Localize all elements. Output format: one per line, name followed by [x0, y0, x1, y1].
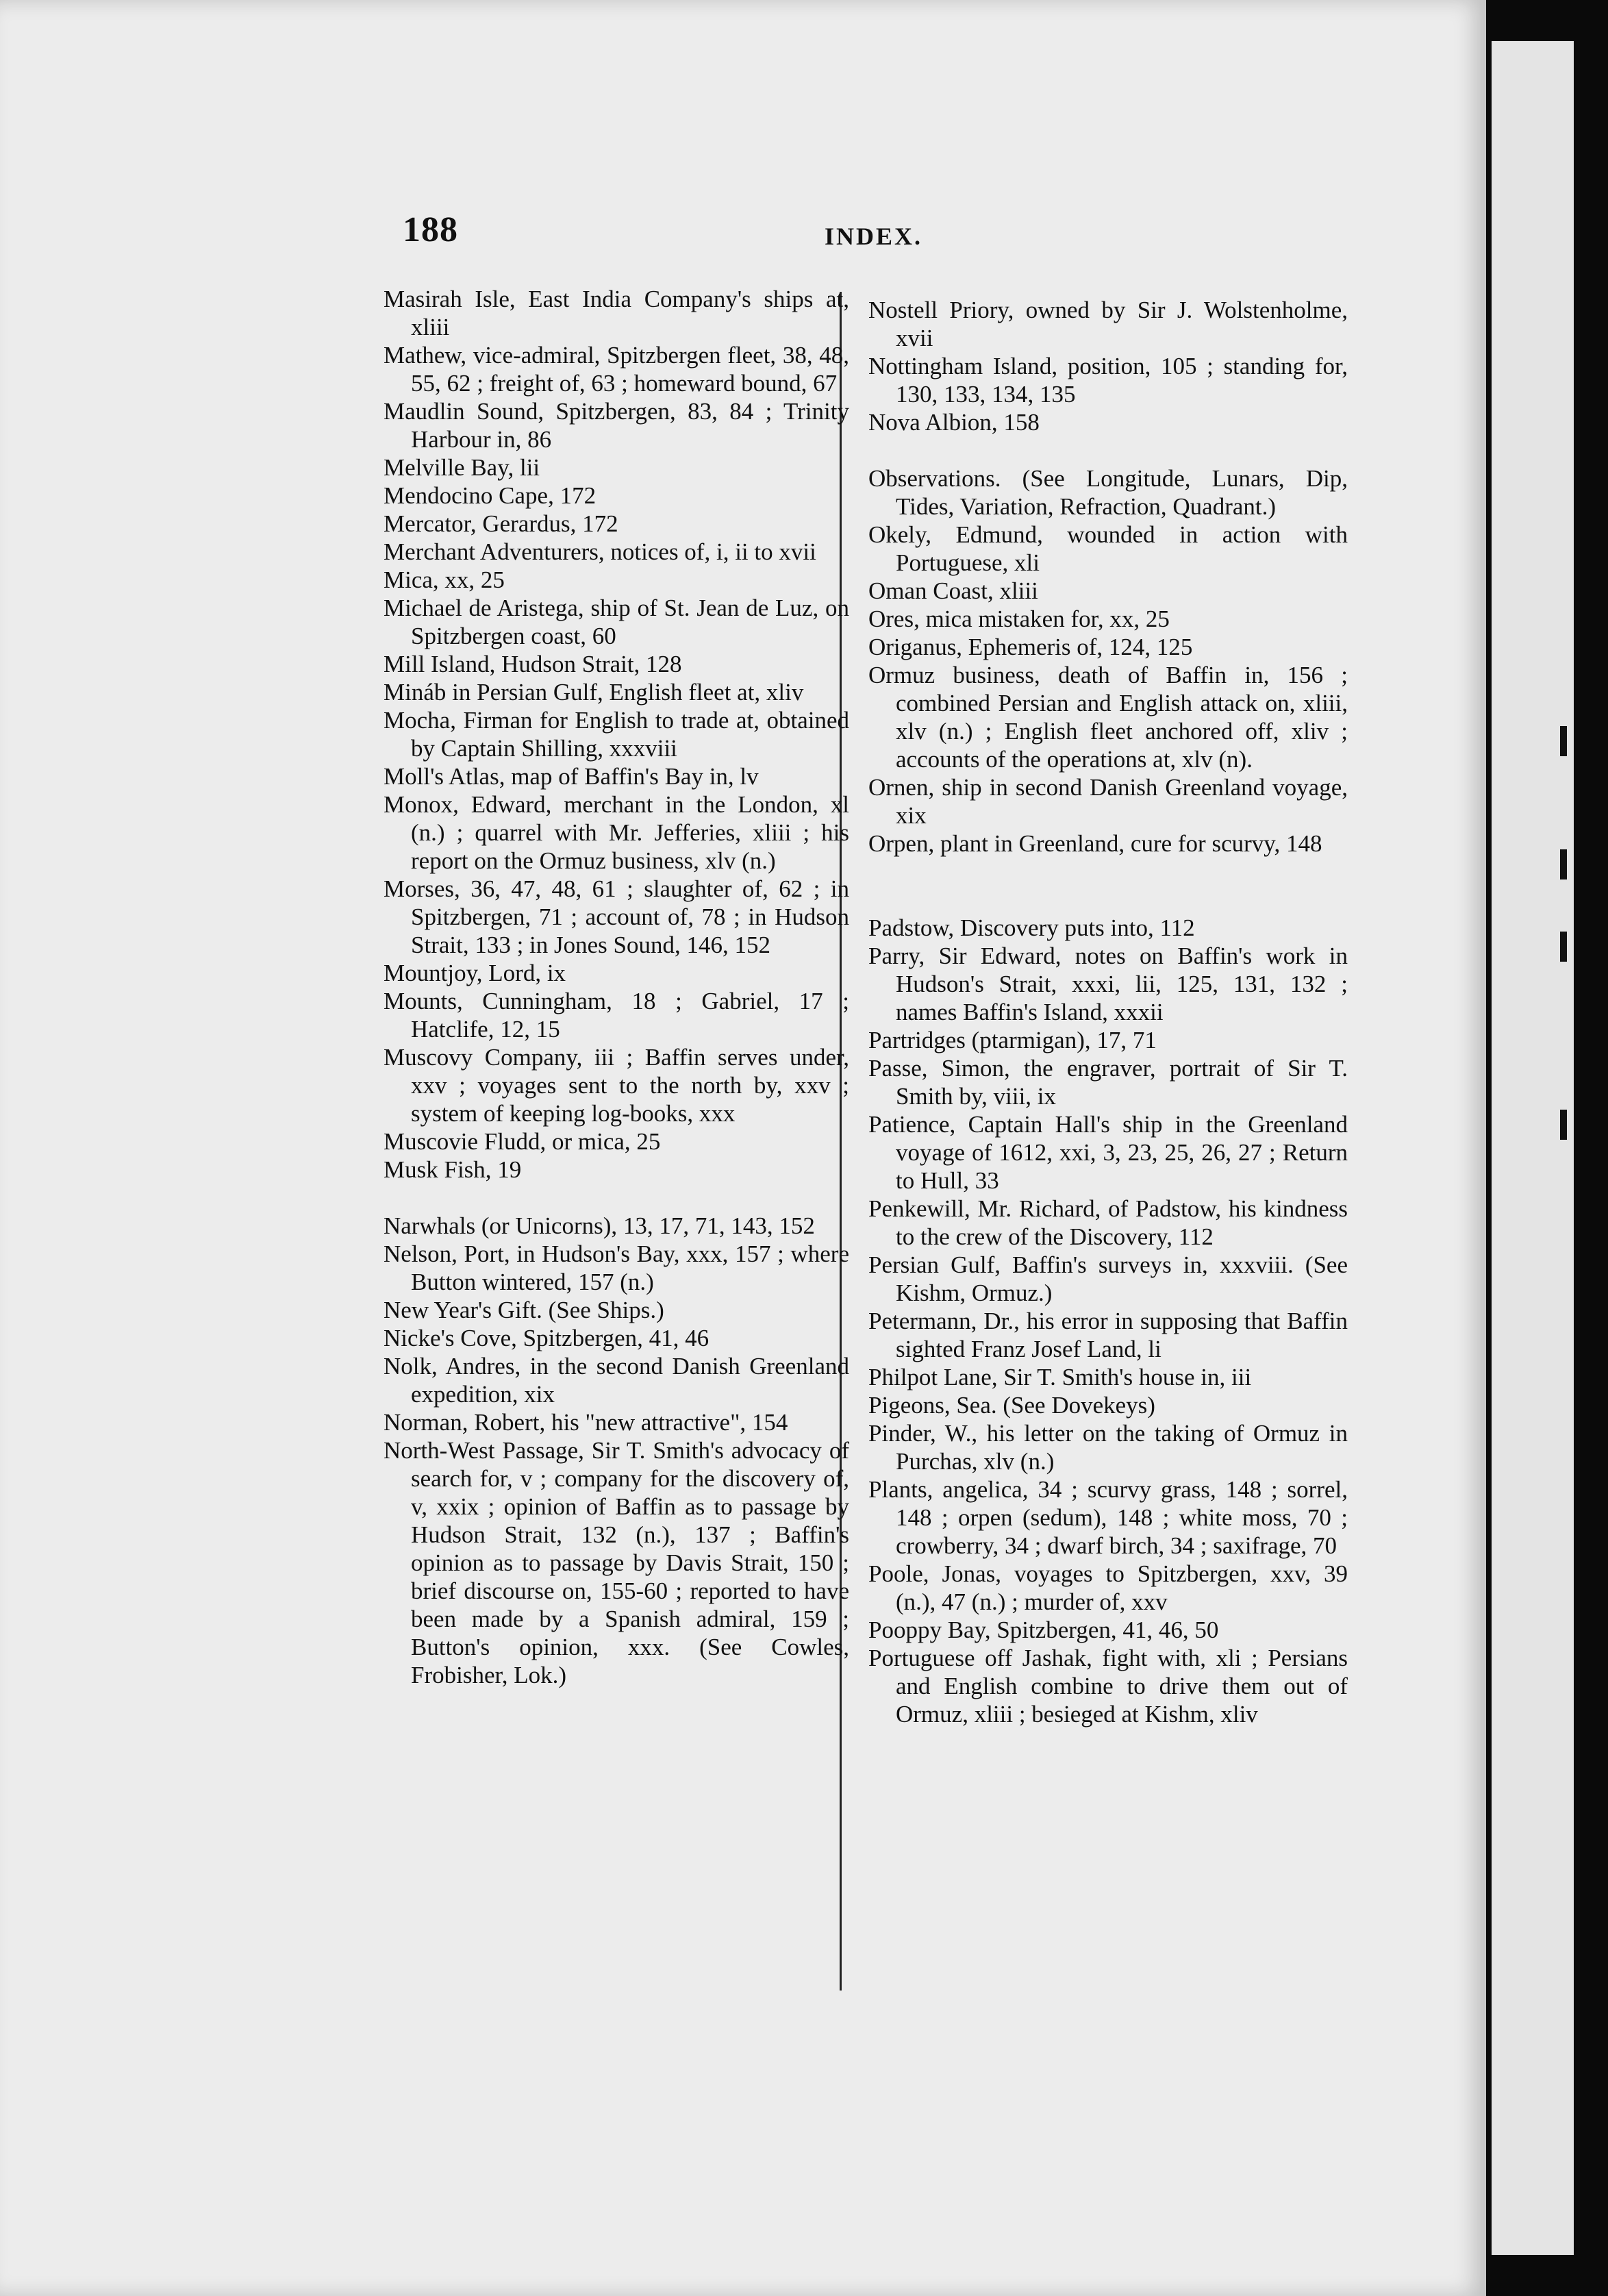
index-entry: Nicke's Cove, Spitzbergen, 41, 46 — [384, 1325, 709, 1351]
index-entry: Nolk, Andres, in the second Danish Greenland expedition, xix — [384, 1353, 849, 1408]
index-entry: Petermann, Dr., his error in supposing that Baffin sighted Franz Josef Land, li — [868, 1308, 1348, 1362]
index-entry: Mendocino Cape, 172 — [384, 482, 596, 509]
index-entry: Portuguese off Jashak, fight with, xli ; Persians and English combine to drive them out of Ormuz, xliii ; besieged at Kishm, xliv — [868, 1645, 1348, 1727]
index-entry: Mill Island, Hudson Strait, 128 — [384, 651, 682, 677]
index-entry: Nova Albion, 158 — [868, 409, 1040, 436]
entry-gap — [868, 886, 1348, 914]
index-entry: Pigeons, Sea. (See Dovekeys) — [868, 1392, 1155, 1419]
index-entry: Mercator, Gerardus, 172 — [384, 510, 618, 537]
index-entry: Maudlin Sound, Spitzbergen, 83, 84 ; Trinity Harbour in, 86 — [384, 398, 849, 453]
index-entry: New Year's Gift. (See Ships.) — [384, 1297, 664, 1323]
index-entry: North-West Passage, Sir T. Smith's advocacy of search for, v ; company for the discovery of, v, xxix ; opinion of Baffin as to passage by Hudson Strait, 132 (n.), 137 ; Baffin's opinion as to passage by Davis Strait, 150 ; brief discourse on, 155-60 ; reported to have been made by a Spanish admiral, 159 ; Button's opinion, xxx. (See Cowles, Frobisher, Lok.) — [384, 1437, 849, 1688]
index-entry: Ores, mica mistaken for, xx, 25 — [868, 606, 1170, 632]
index-entry: Padstow, Discovery puts into, 112 — [868, 914, 1195, 941]
running-head: INDEX. — [825, 223, 923, 250]
facing-page-edge — [1492, 41, 1574, 2255]
index-entry: Musk Fish, 19 — [384, 1156, 522, 1183]
index-entry: Oman Coast, xliii — [868, 577, 1038, 604]
index-entry: Norman, Robert, his "new attractive", 154 — [384, 1409, 788, 1436]
index-entry: Masirah Isle, East India Company's ships at, xliii — [384, 286, 849, 340]
index-entry: Patience, Captain Hall's ship in the Greenland voyage of 1612, xxi, 3, 23, 25, 26, 27 ; Return to Hull, 33 — [868, 1111, 1348, 1194]
facing-page-mark — [1560, 1110, 1567, 1140]
index-entry: Pinder, W., his letter on the taking of Ormuz in Purchas, xlv (n.) — [868, 1420, 1348, 1475]
index-entry: Partridges (ptarmigan), 17, 71 — [868, 1027, 1157, 1053]
index-entry: Philpot Lane, Sir T. Smith's house in, iii — [868, 1364, 1252, 1390]
index-entry: Poole, Jonas, voyages to Spitzbergen, xxv, 39 (n.), 47 (n.) ; murder of, xxv — [868, 1560, 1348, 1615]
index-entry: Monox, Edward, merchant in the London, xl (n.) ; quarrel with Mr. Jefferies, xliii ; his report on the Ormuz business, xlv (n.) — [384, 791, 849, 874]
facing-page-mark — [1560, 849, 1567, 879]
entry-gap — [868, 436, 1348, 464]
index-entry: Mica, xx, 25 — [384, 566, 505, 593]
index-entry: Origanus, Ephemeris of, 124, 125 — [868, 634, 1193, 660]
index-entry: Mathew, vice-admiral, Spitzbergen fleet, 38, 48, 55, 62 ; freight of, 63 ; homeward bound, 67 — [384, 342, 849, 397]
index-entry: Parry, Sir Edward, notes on Baffin's work in Hudson's Strait, xxxi, lii, 125, 131, 132 ; names Baffin's Island, xxxii — [868, 943, 1348, 1025]
facing-page-mark — [1560, 932, 1567, 962]
index-entry: Nostell Priory, owned by Sir J. Wolstenholme, xvii — [868, 297, 1348, 351]
entry-gap — [384, 1184, 849, 1212]
page-number: 188 — [403, 210, 458, 249]
facing-page-mark — [1560, 726, 1567, 756]
index-entry: Muscovy Company, iii ; Baffin serves under, xxv ; voyages sent to the north by, xxv ; system of keeping log-books, xxx — [384, 1044, 849, 1127]
index-entry: Moll's Atlas, map of Baffin's Bay in, lv — [384, 763, 759, 790]
index-entry: Orpen, plant in Greenland, cure for scurvy, 148 — [868, 830, 1322, 857]
index-entry: Mounts, Cunningham, 18 ; Gabriel, 17 ; Hatclife, 12, 15 — [384, 988, 849, 1043]
index-entry: Plants, angelica, 34 ; scurvy grass, 148 ; sorrel, 148 ; orpen (sedum), 148 ; white moss, 70 ; crowberry, 34 ; dwarf birch, 34 ; saxifrage, 70 — [868, 1476, 1348, 1559]
index-entry: Mountjoy, Lord, ix — [384, 960, 566, 986]
index-entry: Muscovie Fludd, or mica, 25 — [384, 1128, 661, 1155]
index-entry: Observations. (See Longitude, Lunars, Dip, Tides, Variation, Refraction, Quadrant.) — [868, 465, 1348, 520]
index-entry: Mocha, Firman for English to trade at, obtained by Captain Shilling, xxxviii — [384, 707, 849, 762]
index-entry: Persian Gulf, Baffin's surveys in, xxxviii. (See Kishm, Ormuz.) — [868, 1251, 1348, 1306]
entry-gap — [868, 858, 1348, 886]
index-entry: Pooppy Bay, Spitzbergen, 41, 46, 50 — [868, 1617, 1219, 1643]
index-entry: Merchant Adventurers, notices of, i, ii to xvii — [384, 538, 816, 565]
index-column-left — [384, 285, 849, 1689]
index-entry: Ornen, ship in second Danish Greenland voyage, xix — [868, 774, 1348, 829]
index-entry: Mináb in Persian Gulf, English fleet at, xliv — [384, 679, 804, 706]
index-entry: Penkewill, Mr. Richard, of Padstow, his kindness to the crew of the Discovery, 112 — [868, 1195, 1348, 1250]
index-entry: Okely, Edmund, wounded in action with Portuguese, xli — [868, 521, 1348, 576]
index-entry: Nelson, Port, in Hudson's Bay, xxx, 157 ; where Button wintered, 157 (n.) — [384, 1240, 849, 1295]
index-column-right — [868, 296, 1348, 1728]
index-entry: Nottingham Island, position, 105 ; standing for, 130, 133, 134, 135 — [868, 353, 1348, 408]
index-entry: Ormuz business, death of Baffin in, 156 ; combined Persian and English attack on, xliii, xlv (n.) ; English fleet anchored off, xliv ; accounts of the operations at, xlv (n). — [868, 662, 1348, 773]
index-entry: Morses, 36, 47, 48, 61 ; slaughter of, 62 ; in Spitzbergen, 71 ; account of, 78 ; in Hudson Strait, 133 ; in Jones Sound, 146, 152 — [384, 875, 849, 958]
index-entry: Narwhals (or Unicorns), 13, 17, 71, 143, 152 — [384, 1212, 815, 1239]
index-entry: Passe, Simon, the engraver, portrait of Sir T. Smith by, viii, ix — [868, 1055, 1348, 1110]
index-entry: Melville Bay, lii — [384, 454, 540, 481]
index-entry: Michael de Aristega, ship of St. Jean de Luz, on Spitzbergen coast, 60 — [384, 595, 849, 649]
